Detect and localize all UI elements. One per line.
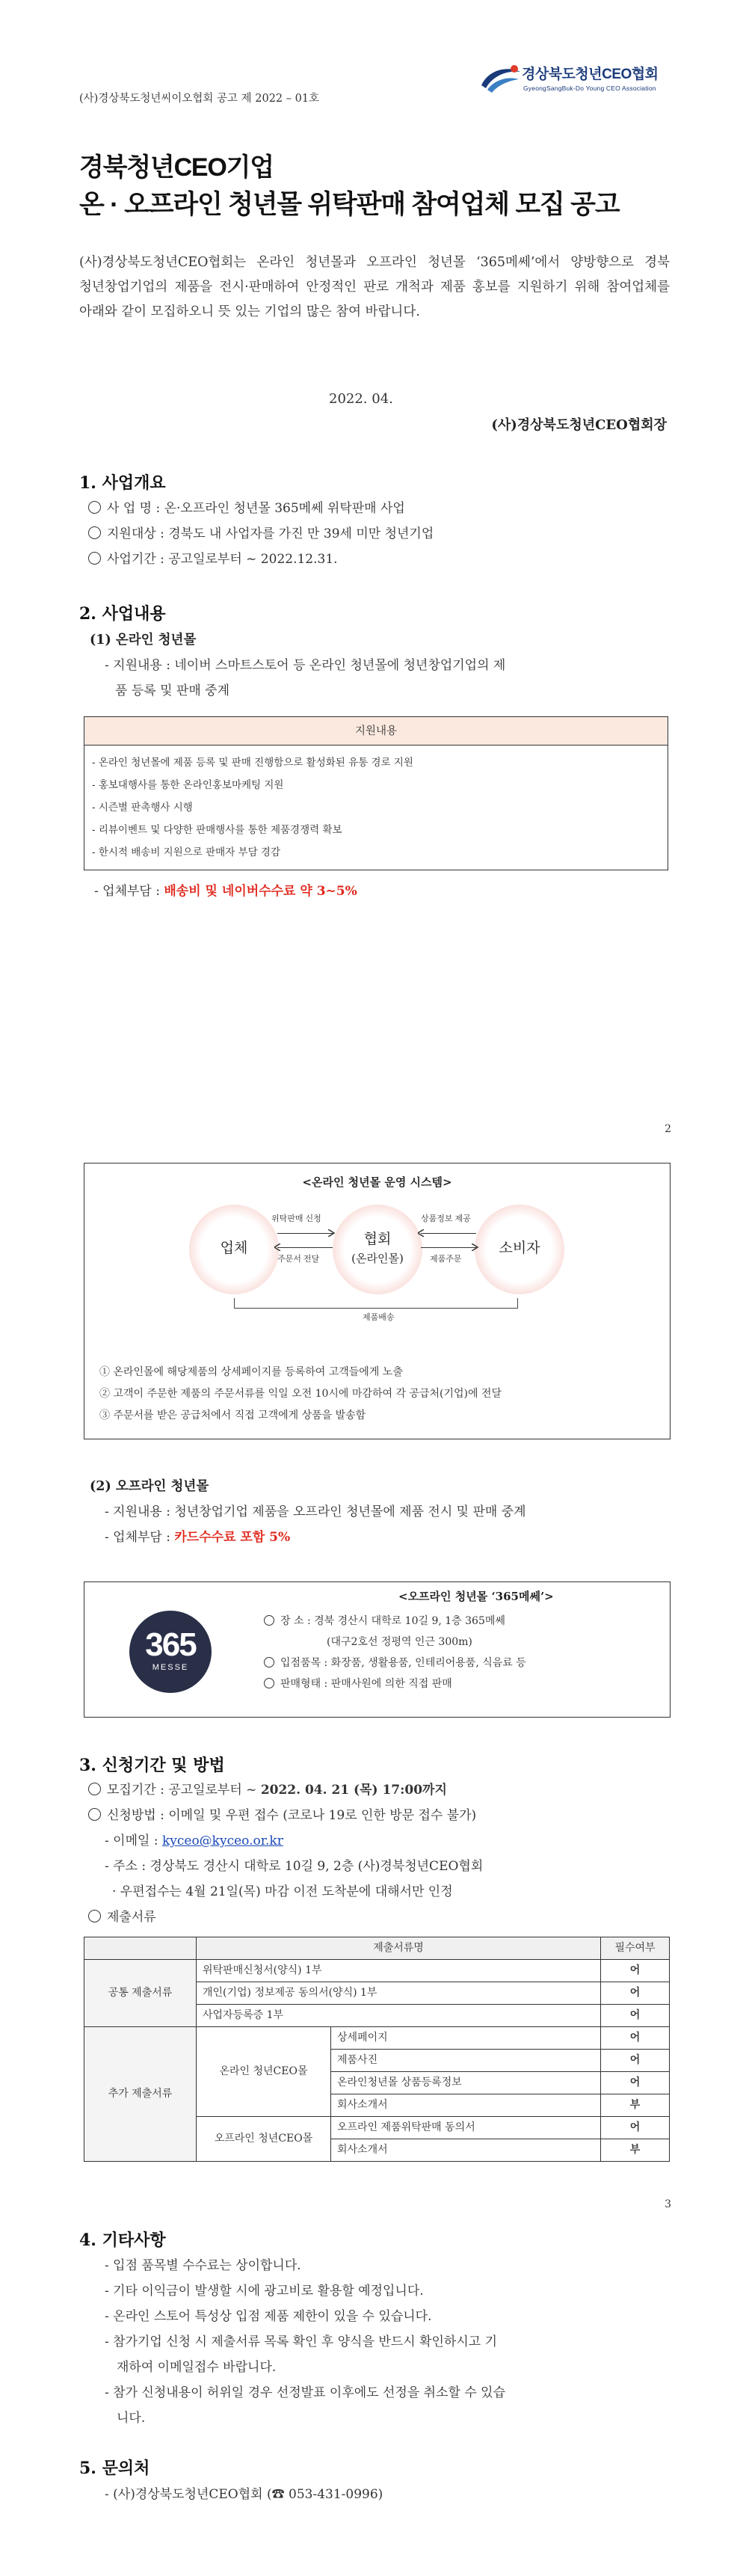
page-number: 3: [665, 2198, 671, 2210]
doc-name: 제품사진: [331, 2050, 601, 2072]
section-5-heading: 5. 문의처: [79, 2459, 150, 2478]
doc-required: 어: [601, 2005, 670, 2027]
doc-required: 부: [601, 2139, 670, 2162]
arrow-head-left-icon: [274, 1244, 282, 1251]
messe-form: [264, 1673, 526, 1694]
arrow-left-2: [421, 1233, 476, 1234]
misc-item: - 기타 이익금이 발생할 시에 광고비로 활용할 예정입니다.: [105, 2284, 424, 2299]
table-header-row: [84, 1937, 670, 1960]
section-4-heading: 4. 기타사항: [79, 2231, 166, 2250]
support-item: - 리뷰이벤트 및 다양한 판매행사를 통한 제품경쟁력 확보: [92, 824, 342, 836]
notice-number: (사)경상북도청년씨이오협회 공고 제 2022 – 01호: [79, 93, 320, 105]
support-item: - 온라인 청년몰에 제품 등록 및 판매 진행함으로 활성화된 유통 경로 지원: [92, 757, 413, 769]
doc-name: 사업자등록증 1부: [197, 2005, 601, 2027]
overview-text: 사 업 명 : 온·오프라인 청년몰 365메쎄 위탁판매 사업: [107, 501, 405, 516]
arrow-right-2: [421, 1247, 476, 1248]
online-support-desc: - 지원내용 : 네이버 스마트스토어 등 온라인 청년몰에 청년창업기업의 제: [105, 658, 506, 673]
misc-item: - 참가 신청내용이 허위일 경우 선정발표 이후에도 선정을 취소할 수 있습: [105, 2385, 506, 2400]
burden-value: 배송비 및 네이버수수료 약 3~5%: [164, 884, 357, 899]
circle-bullet-icon: [88, 1808, 101, 1821]
support-item: - 한시적 배송비 지원으로 판매자 부담 경감: [92, 846, 281, 858]
node-association: [333, 1205, 422, 1294]
title-line-1: 경북청년CEO기업: [79, 153, 274, 182]
address-row: - 주소 : 경상북도 경산시 대학로 10길 9, 2층 (사)경북청년CEO협회: [105, 1859, 484, 1874]
period-row: [88, 1781, 447, 1801]
overview-text: 사업기간 : 공고일로부터 ~ 2022.12.31.: [107, 552, 338, 567]
table-header-blank: [84, 1937, 197, 1960]
node-consumer: [475, 1205, 564, 1294]
messe-form-text: 판매형태 : 판매사원에 의한 직접 판매: [280, 1678, 452, 1690]
support-item: - 홍보대행사를 통한 온라인홍보마케팅 지원: [92, 779, 284, 791]
email-link[interactable]: kyceo@kyceo.or.kr: [161, 1833, 283, 1848]
misc-item: - 참가기업 신청 시 제출서류 목록 확인 후 양식을 반드시 확인하시고 기: [105, 2334, 498, 2349]
overview-item: [88, 525, 434, 544]
table-row: [84, 2027, 670, 2050]
page-number: 2: [665, 1123, 671, 1135]
online-system-diagram: [84, 1163, 671, 1439]
diagram-note: ③ 주문서를 받은 공급처에서 직접 고객에게 상품을 발송함: [99, 1410, 366, 1421]
messe-info-box: [84, 1581, 671, 1718]
arrow-label-order-form: 주문서 전달: [277, 1255, 320, 1264]
diagram-title: <온라인 청년몰 운영 시스템>: [302, 1175, 452, 1189]
diagram-notes: [99, 1362, 502, 1427]
arrow-right: [277, 1233, 333, 1234]
online-mall-subheading: (1) 온라인 청년몰: [90, 633, 197, 648]
node-consumer-label: 소비자: [499, 1240, 540, 1256]
doc-required: 어: [601, 2072, 670, 2094]
arrow-label-order: 제품주문: [430, 1255, 462, 1264]
logo-name: 경상북도청년CEO협회: [522, 67, 659, 82]
period-value: 2022. 04. 21 (목) 17:00까지: [260, 1783, 447, 1798]
section-3-heading: 3. 신청기간 및 방법: [79, 1756, 225, 1775]
arrow-label-delivery: 제품배송: [363, 1313, 395, 1322]
support-box-head: 지원내용: [84, 717, 668, 746]
notice-date: 2022. 04.: [329, 391, 393, 407]
misc-item-cont: 니다.: [117, 2411, 146, 2426]
contact-info: - (사)경상북도청년CEO협회 (☎ 053-431-0996): [105, 2487, 383, 2502]
doc-name: 개인(기업) 정보제공 동의서(양식) 1부: [197, 1982, 601, 2005]
title-line-2: 온 · 오프라인 청년몰 위탁판매 참여업체 모집 공고: [79, 190, 620, 219]
circle-bullet-icon: [88, 501, 101, 514]
doc-required: 어: [601, 2050, 670, 2072]
email-row: [105, 1832, 283, 1851]
overview-item: [88, 550, 338, 570]
logo-subtitle: GyeongSangBuk-Do Young CEO Association: [523, 84, 656, 92]
doc-name: 온라인청년몰 상품등록정보: [331, 2072, 601, 2094]
support-item: - 시즌별 판촉행사 시행: [92, 802, 193, 814]
misc-item: - 온라인 스토어 특성상 입점 제품 제한이 있을 수 있습니다.: [105, 2309, 432, 2324]
doc-name: 회사소개서: [331, 2094, 601, 2117]
burden-label: - 업체부담 :: [105, 1530, 175, 1545]
table-header-required: 필수여부: [601, 1937, 670, 1960]
node-company-label: 업체: [220, 1240, 248, 1256]
section-1-heading: 1. 사업개요: [79, 473, 166, 493]
delivery-flow: [234, 1298, 518, 1309]
group-extra: 추가 제출서류: [84, 2027, 197, 2162]
method-text: 신청방법 : 이메일 및 우편 접수 (코로나 19로 인한 방문 접수 불가): [107, 1808, 477, 1823]
burden-label: - 업체부담 :: [94, 884, 164, 899]
doc-name: 상세페이지: [331, 2027, 601, 2050]
circle-bullet-icon: [264, 1615, 274, 1626]
group-common: 공통 제출서류: [84, 1960, 197, 2027]
circle-bullet-icon: [264, 1678, 274, 1688]
table-row: [84, 1960, 670, 1982]
node-association-sub: (온라인몰): [351, 1251, 404, 1265]
messe-place: [264, 1611, 526, 1632]
offline-mall-subheading: (2) 오프라인 청년몰: [90, 1479, 209, 1494]
messe-items-text: 입점품목 : 화장품, 생활용품, 인테리어용품, 식음료 등: [280, 1657, 526, 1669]
arrow-head-right-icon: [472, 1244, 479, 1251]
doc-required: 어: [601, 2117, 670, 2139]
circle-bullet-icon: [88, 552, 101, 565]
mail-note: · 우편접수는 4월 21일(목) 마감 이전 도착분에 대해서만 인정: [112, 1884, 453, 1899]
doc-required: 어: [601, 1982, 670, 2005]
association-logo: [478, 58, 680, 100]
period-label: 모집기간 : 공고일로부터 ~: [107, 1783, 261, 1798]
method-row: [88, 1807, 476, 1826]
doc-required: 부: [601, 2094, 670, 2117]
messe-place-2: (대구2호선 정평역 인근 300m): [327, 1636, 472, 1648]
docs-label: 제출서류: [107, 1910, 156, 1925]
messe-title: <오프라인 청년몰 ‘365메쎄’>: [398, 1590, 554, 1603]
doc-required: 어: [601, 1960, 670, 1982]
doc-name: 위탁판매신청서(양식) 1부: [197, 1960, 601, 1982]
support-box: [84, 716, 668, 870]
burden-value: 카드수수료 포함 5%: [174, 1530, 291, 1545]
diagram-note: ① 온라인몰에 해당제품의 상세페이지를 등록하여 고객들에게 노출: [99, 1366, 403, 1378]
intro-paragraph: (사)경상북도청년CEO협회는 온라인 청년몰과 오프라인 청년몰 ‘365메쎄’에서 양방향으로 경북 청년창업기업의 제품을 전시·판매하여 안정적인 판로 개척과 제품 홍보를 지원하기 위해 참여업체를 아래와 같이 모집하오니 뜻 있는 기업의 많은 참여 바랍니다.: [79, 255, 670, 319]
node-company: [189, 1205, 279, 1294]
circle-bullet-icon: [88, 1910, 101, 1922]
messe-details: [264, 1611, 526, 1694]
documents-table: [84, 1937, 670, 2162]
logo-swoosh-icon: [478, 63, 523, 96]
overview-text: 지원대상 : 경북도 내 사업자를 가진 만 39세 미만 청년기업: [107, 526, 434, 541]
offline-burden: [105, 1528, 290, 1548]
misc-item-cont: 재하여 이메일접수 바랍니다.: [117, 2360, 277, 2375]
diagram-note: ② 고객이 주문한 제품의 주문서류를 익일 오전 10시에 마감하여 각 공급처(기업)에 전달: [99, 1388, 502, 1400]
messe-logo: [129, 1611, 212, 1693]
doc-required: 어: [601, 2027, 670, 2050]
arrow-label-apply: 위탁판매 신청: [271, 1214, 321, 1223]
online-support-desc-cont: 품 등록 및 판매 중계: [115, 683, 229, 698]
circle-bullet-icon: [264, 1657, 274, 1667]
circle-bullet-icon: [88, 1783, 101, 1795]
circle-bullet-icon: [88, 526, 101, 539]
node-association-label: 협회: [363, 1231, 392, 1247]
arrow-head-left-icon: [418, 1229, 425, 1237]
messe-place-text: 장 소 : 경북 경산시 대학로 10길 9, 1층 365메쎄: [280, 1615, 505, 1627]
table-header-docs: 제출서류명: [197, 1937, 601, 1960]
messe-logo-number: 365: [145, 1626, 196, 1663]
arrow-label-product-info: 상품정보 제공: [421, 1214, 471, 1223]
doc-name: 오프라인 제품위탁판매 동의서: [331, 2117, 601, 2139]
signer: (사)경상북도청년CEO협회장: [491, 417, 667, 433]
online-burden: [94, 882, 357, 902]
subgroup-online: 온라인 청년CEO몰: [197, 2027, 331, 2117]
section-2-heading: 2. 사업내용: [79, 604, 166, 624]
docs-row: [88, 1908, 156, 1928]
overview-item: [88, 499, 405, 519]
offline-support-desc: - 지원내용 : 청년창업기업 제품을 오프라인 청년몰에 제품 전시 및 판매 중계: [105, 1504, 526, 1519]
misc-item: - 입점 품목별 수수료는 상이합니다.: [105, 2258, 301, 2273]
arrow-head-right-icon: [328, 1229, 336, 1237]
email-label: - 이메일 :: [105, 1833, 162, 1848]
subgroup-offline: 오프라인 청년CEO몰: [197, 2117, 331, 2162]
doc-name: 회사소개서: [331, 2139, 601, 2162]
support-box-body: [84, 746, 668, 870]
messe-logo-text: MESSE: [152, 1663, 189, 1672]
page-title: [79, 150, 619, 224]
messe-items: [264, 1653, 526, 1673]
arrow-left: [277, 1247, 333, 1248]
